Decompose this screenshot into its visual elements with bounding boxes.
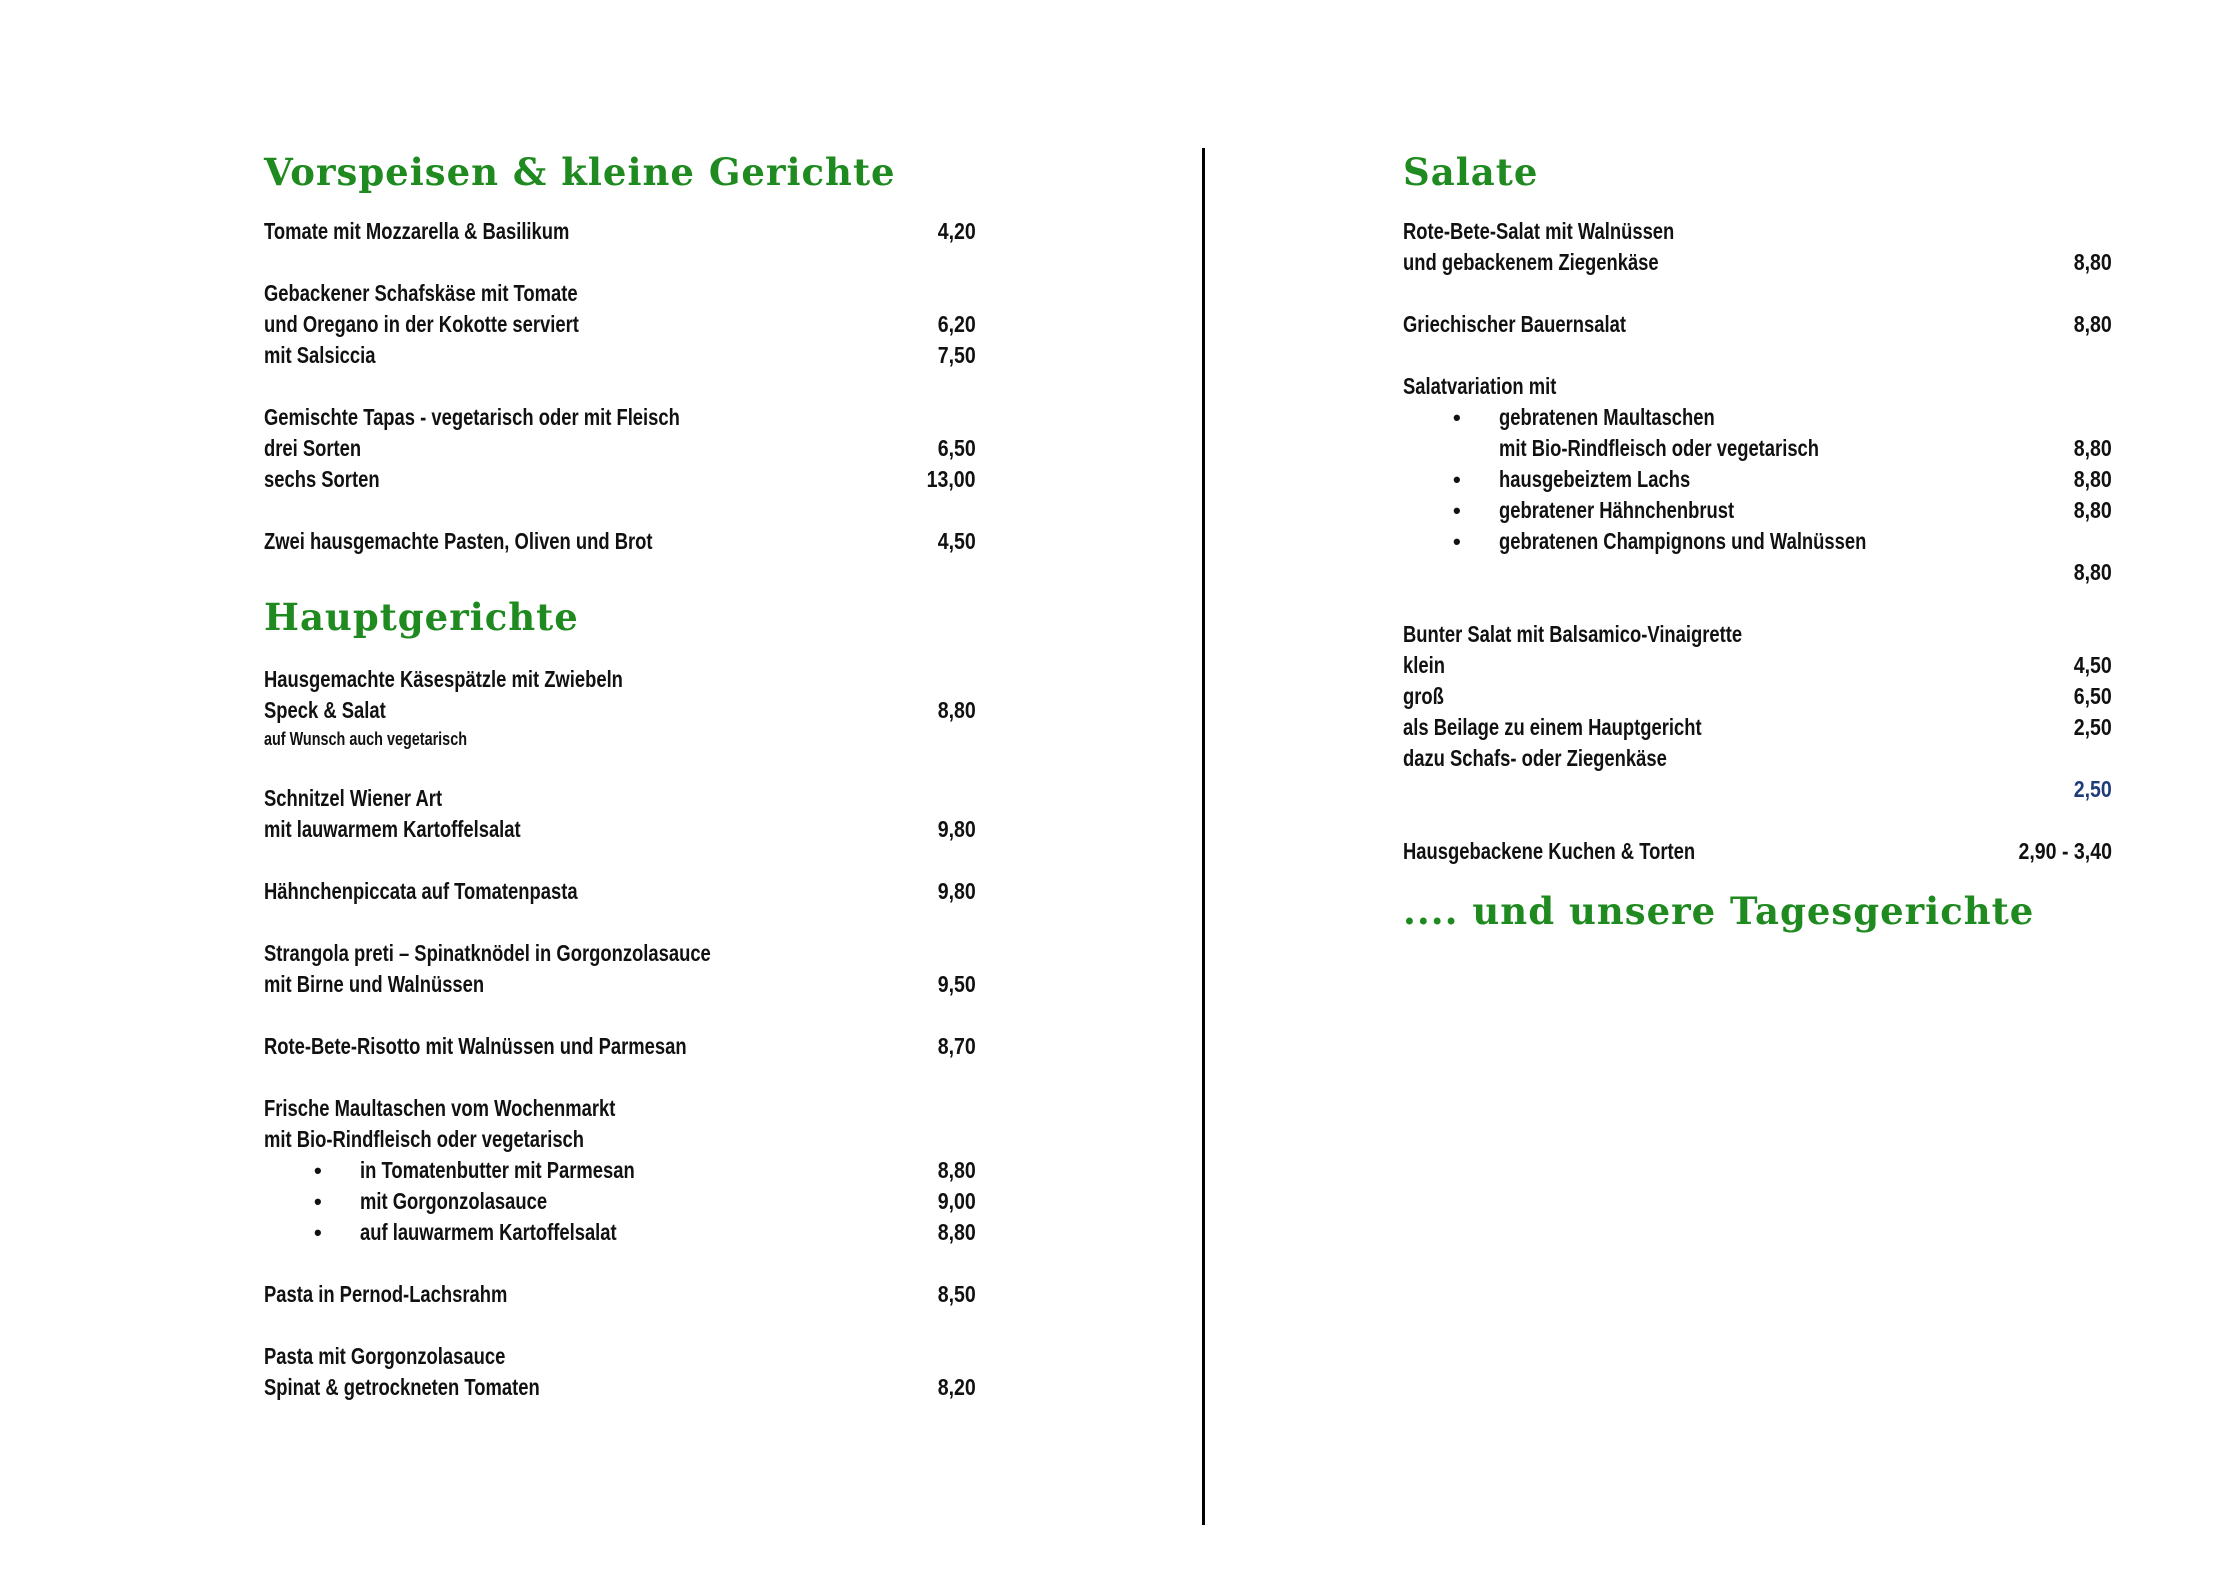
item-price: 8,80 xyxy=(937,1219,976,1245)
item-text: und Oregano in der Kokotte serviert xyxy=(264,311,579,337)
item-text: Griechischer Bauernsalat xyxy=(1403,311,1626,337)
menu-item xyxy=(1403,309,2112,340)
item-price: 6,50 xyxy=(2073,683,2112,709)
bullet-icon: • xyxy=(1453,467,1461,492)
item-price: 9,80 xyxy=(937,878,976,904)
item-text: sechs Sorten xyxy=(264,466,380,492)
menu-item xyxy=(264,1093,976,1248)
bullet-icon: • xyxy=(1453,405,1461,430)
menu-item xyxy=(264,278,976,371)
item-text: gebratenen Champignons und Walnüssen xyxy=(1499,528,1867,554)
menu-item xyxy=(1403,371,2112,588)
bullet-icon: • xyxy=(314,1158,322,1183)
item-price: 2,50 xyxy=(2073,776,2112,802)
bullet-icon: • xyxy=(1453,498,1461,523)
menu-item xyxy=(1403,216,2112,278)
item-price: 9,00 xyxy=(937,1188,976,1214)
section-title-hauptgerichte: Hauptgerichte xyxy=(264,595,579,639)
item-text: mit lauwarmem Kartoffelsalat xyxy=(264,816,521,842)
item-text: mit Bio-Rindfleisch oder vegetarisch xyxy=(264,1126,585,1152)
item-price: 9,50 xyxy=(937,971,976,997)
item-price: 4,20 xyxy=(937,218,976,244)
item-price: 9,80 xyxy=(937,816,976,842)
item-text: mit Birne und Walnüssen xyxy=(264,971,485,997)
item-text: Zwei hausgemachte Pasten, Oliven und Brot xyxy=(264,528,653,554)
item-price: 13,00 xyxy=(927,466,976,492)
item-price: 8,80 xyxy=(2073,559,2112,585)
item-text: klein xyxy=(1403,652,1445,678)
item-text: Speck & Salat xyxy=(264,697,386,723)
menu-item xyxy=(264,216,976,247)
item-text: mit Salsiccia xyxy=(264,342,376,368)
item-text: und gebackenem Ziegenkäse xyxy=(1403,249,1659,275)
item-text: Schnitzel Wiener Art xyxy=(264,785,443,811)
item-text: Rote-Bete-Risotto mit Walnüssen und Parmesan xyxy=(264,1033,687,1059)
item-price: 8,70 xyxy=(937,1033,976,1059)
item-price: 2,50 xyxy=(2073,714,2112,740)
item-price: 6,20 xyxy=(937,311,976,337)
item-text: in Tomatenbutter mit Parmesan xyxy=(360,1157,635,1183)
item-price: 8,50 xyxy=(937,1281,976,1307)
item-text: Bunter Salat mit Balsamico-Vinaigrette xyxy=(1403,621,1743,647)
item-price: 8,20 xyxy=(937,1374,976,1400)
item-price: 8,80 xyxy=(2073,497,2112,523)
item-text: Rote-Bete-Salat mit Walnüssen xyxy=(1403,218,1675,244)
item-text: mit Gorgonzolasauce xyxy=(360,1188,548,1214)
section-title-tagesgerichte: .... und unsere Tagesgerichte xyxy=(1403,889,2035,933)
menu-item xyxy=(264,1341,976,1403)
item-text: Frische Maultaschen vom Wochenmarkt xyxy=(264,1095,616,1121)
bullet-icon: • xyxy=(314,1220,322,1245)
menu-item xyxy=(264,1279,976,1310)
item-price: 7,50 xyxy=(937,342,976,368)
item-text: Pasta mit Gorgonzolasauce xyxy=(264,1343,506,1369)
left-column xyxy=(264,150,976,1403)
menu-item xyxy=(1403,619,2112,805)
item-text: Strangola preti – Spinatknödel in Gorgonzolasauce xyxy=(264,940,711,966)
section-title-vorspeisen: Vorspeisen & kleine Gerichte xyxy=(264,150,896,194)
menu-item xyxy=(264,876,976,907)
item-price: 8,80 xyxy=(2073,249,2112,275)
item-price: 4,50 xyxy=(2073,652,2112,678)
menu-item xyxy=(1403,836,2112,867)
item-price: 8,80 xyxy=(2073,466,2112,492)
item-text: gebratener Hähnchenbrust xyxy=(1499,497,1735,523)
item-text: Pasta in Pernod-Lachsrahm xyxy=(264,1281,508,1307)
item-text: Tomate mit Mozzarella & Basilikum xyxy=(264,218,570,244)
item-note: auf Wunsch auch vegetarisch xyxy=(264,729,467,749)
item-price: 8,80 xyxy=(2073,435,2112,461)
item-text: Hausgemachte Käsespätzle mit Zwiebeln xyxy=(264,666,623,692)
menu-item xyxy=(264,783,976,845)
section-title-salate: Salate xyxy=(1403,150,1539,194)
column-divider xyxy=(1202,148,1205,1525)
item-price: 8,80 xyxy=(937,697,976,723)
item-text: drei Sorten xyxy=(264,435,362,461)
menu-item xyxy=(264,526,976,557)
item-text: dazu Schafs- oder Ziegenkäse xyxy=(1403,745,1667,771)
item-text: gebratenen Maultaschen xyxy=(1499,404,1715,430)
item-price: 4,50 xyxy=(937,528,976,554)
item-text: Salatvariation mit xyxy=(1403,373,1557,399)
item-text: Hähnchenpiccata auf Tomatenpasta xyxy=(264,878,578,904)
item-text: Hausgebackene Kuchen & Torten xyxy=(1403,838,1696,864)
menu-item xyxy=(264,938,976,1000)
item-text: Spinat & getrockneten Tomaten xyxy=(264,1374,540,1400)
item-text: groß xyxy=(1403,683,1444,709)
item-text: als Beilage zu einem Hauptgericht xyxy=(1403,714,1702,740)
bullet-icon: • xyxy=(1453,529,1461,554)
item-price: 8,80 xyxy=(937,1157,976,1183)
item-price: 8,80 xyxy=(2073,311,2112,337)
item-text: Gemischte Tapas - vegetarisch oder mit Fleisch xyxy=(264,404,680,430)
menu-item xyxy=(264,402,976,495)
item-text: hausgebeiztem Lachs xyxy=(1499,466,1691,492)
item-text: Gebackener Schafskäse mit Tomate xyxy=(264,280,578,306)
item-price: 2,90 - 3,40 xyxy=(2018,838,2112,864)
menu-item xyxy=(264,664,976,752)
right-column xyxy=(1403,150,2112,933)
bullet-icon: • xyxy=(314,1189,322,1214)
item-text: auf lauwarmem Kartoffelsalat xyxy=(360,1219,617,1245)
item-text: mit Bio-Rindfleisch oder vegetarisch xyxy=(1499,435,1820,461)
item-price: 6,50 xyxy=(937,435,976,461)
menu-item xyxy=(264,1031,976,1062)
